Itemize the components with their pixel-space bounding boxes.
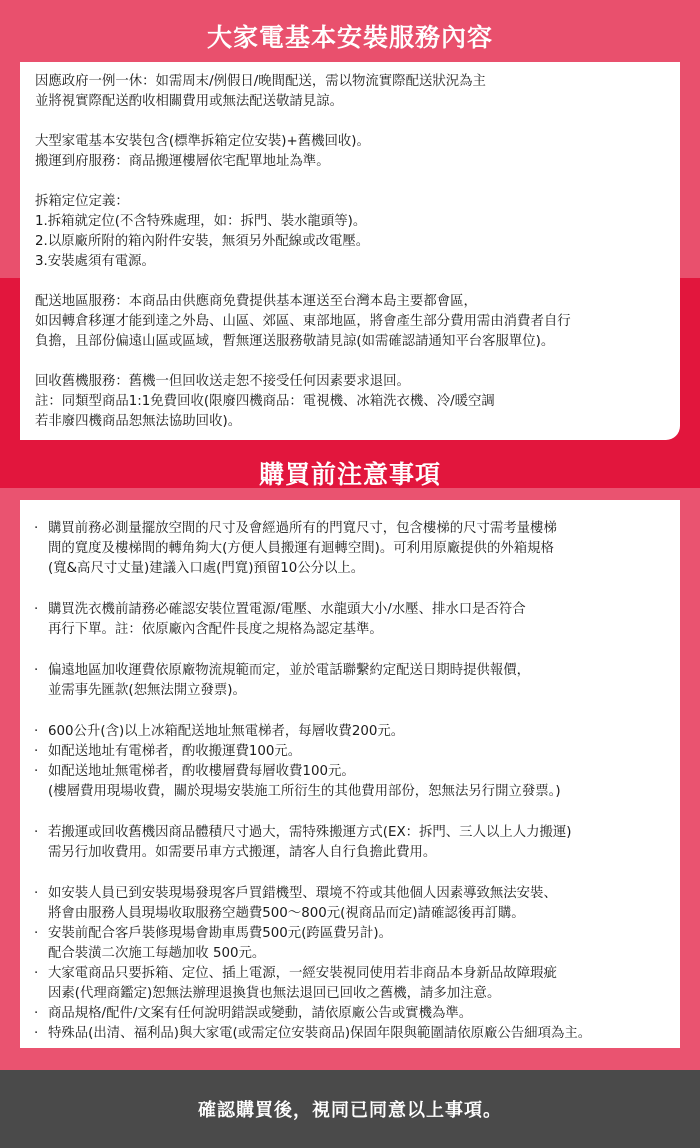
note-group <box>34 884 668 1044</box>
note-text: 如安裝人員已到安裝現場發現客戶買錯機型、環境不符或其他個人因素導致無法安裝、 <box>48 886 557 901</box>
bullet-dot-icon: · <box>34 1006 39 1021</box>
bullet-dot-icon: · <box>34 926 39 941</box>
pre-purchase-notes-title: 購買前注意事項 <box>258 460 441 489</box>
note-item <box>34 762 668 782</box>
service-line: 1.拆箱就定位(不含特殊處理，如：拆門、裝水龍頭等)。 <box>35 214 367 229</box>
note-text: 偏遠地區加收運費依原廠物流規範而定，並於電話聯繫約定配送日期時提供報價， <box>48 663 531 678</box>
pre-purchase-notes-card <box>20 500 680 1048</box>
service-line: 大型家電基本安裝包含(標準拆箱定位安裝)+舊機回收)。 <box>35 134 370 149</box>
service-block <box>35 372 666 432</box>
note-continuation: 配合裝潢二次施工每趟加收 500元。 <box>48 946 266 961</box>
bullet-dot-icon: · <box>34 966 39 981</box>
service-line: 如因轉倉移運才能到達之外島、山區、郊區、東部地區，將會產生部分費用需由消費者自行 <box>35 314 571 329</box>
bullet-dot-icon: · <box>34 724 39 739</box>
note-text: 購買前務必測量擺放空間的尺寸及會經過所有的門寬尺寸，包含樓梯的尺寸需考量樓梯 <box>48 521 557 536</box>
note-item <box>34 964 668 984</box>
bullet-dot-icon: · <box>34 1026 39 1041</box>
service-block <box>35 132 666 172</box>
note-text: 大家電商品只要拆箱、定位、插上電源，一經安裝視同使用若非商品本身新品故障瑕疵 <box>48 966 557 981</box>
note-continuation: 並需事先匯款(恕無法開立發票)。 <box>48 683 246 698</box>
service-block <box>35 192 666 272</box>
note-text: 600公升(含)以上冰箱配送地址無電梯者，每層收費200元。 <box>48 724 405 739</box>
note-group <box>34 519 668 579</box>
bullet-dot-icon: · <box>34 602 39 617</box>
bullet-dot-icon: · <box>34 825 39 840</box>
note-continuation: 因素(代理商鑑定)恕無法辦理退換貨也無法退回已回收之舊機，請多加注意。 <box>48 986 501 1001</box>
service-line: 負擔，且部份偏遠山區或區域，暫無運送服務敬請見諒(如需確認請通知平台客服單位)。 <box>35 334 555 349</box>
bullet-dot-icon: · <box>34 663 39 678</box>
note-group <box>34 823 668 863</box>
bullet-dot-icon: · <box>34 744 39 759</box>
service-line: 並將視實際配送酌收相關費用或無法配送敬請見諒。 <box>35 94 343 109</box>
install-service-card <box>20 62 680 440</box>
note-continuation: 將會由服務人員現場收取服務空趟費500～800元(視商品而定)請確認後再訂購。 <box>48 906 525 921</box>
service-line: 若非廢四機商品恕無法協助回收)。 <box>35 414 242 429</box>
note-group <box>34 722 668 802</box>
note-text: 商品規格/配件/文案有任何說明錯誤或變動，請依原廠公告或實機為準。 <box>48 1006 473 1021</box>
note-item <box>34 742 668 762</box>
note-continuation: 再行下單。註：依原廠內含配件長度之規格為認定基準。 <box>48 622 383 637</box>
footer-confirmation-text: 確認購買後，視同已同意以上事項。 <box>198 1100 502 1121</box>
install-service-title: 大家電基本安裝服務內容 <box>206 23 493 52</box>
note-item <box>34 823 668 843</box>
service-line: 2.以原廠所附的箱內附件安裝，無須另外配線或改電壓。 <box>35 234 370 249</box>
note-item <box>34 600 668 620</box>
bullet-dot-icon: · <box>34 521 39 536</box>
service-line: 回收舊機服務：舊機一但回收送走恕不接受任何因素要求退回。 <box>35 374 410 389</box>
note-item <box>34 924 668 944</box>
service-line: 配送地區服務：本商品由供應商免費提供基本運送至台灣本島主要都會區， <box>35 294 477 309</box>
service-line: 3.安裝處須有電源。 <box>35 254 155 269</box>
bullet-dot-icon: · <box>34 764 39 779</box>
note-continuation: 需另行加收費用。如需要吊車方式搬運，請客人自行負擔此費用。 <box>48 845 437 860</box>
note-text: 購買洗衣機前請務必確認安裝位置電源/電壓、水龍頭大小/水壓、排水口是否符合 <box>48 602 526 617</box>
note-item <box>34 884 668 904</box>
note-item <box>34 722 668 742</box>
note-text: 安裝前配合客戶裝修現場會勘車馬費500元(跨區費另計)。 <box>48 926 392 941</box>
note-item <box>34 661 668 681</box>
service-line: 註：同類型商品1:1免費回收(限廢四機商品：電視機、冰箱洗衣機、冷/暖空調 <box>35 394 495 409</box>
note-text: 如配送地址無電梯者，酌收樓層費每層收費100元。 <box>48 764 355 779</box>
note-continuation: (寬&高尺寸丈量)建議入口處(門寬)預留10公分以上。 <box>48 561 365 576</box>
service-line: 搬運到府服務：商品搬運樓層依宅配單地址為準。 <box>35 154 330 169</box>
note-continuation: (樓層費用現場收費，關於現場安裝施工所衍生的其他費用部份，恕無法另行開立發票。) <box>48 784 561 799</box>
note-item <box>34 1004 668 1024</box>
note-text: 若搬運或回收舊機因商品體積尺寸過大，需特殊搬運方式(EX：拆門、三人以上人力搬運) <box>48 825 572 840</box>
service-block <box>35 72 666 112</box>
service-line: 拆箱定位定義： <box>35 194 129 209</box>
note-item <box>34 1024 668 1044</box>
note-text: 特殊品(出清、福利品)與大家電(或需定位安裝商品)保固年限與範圍請依原廠公告細項為主。 <box>48 1026 592 1041</box>
bullet-dot-icon: · <box>34 886 39 901</box>
note-group <box>34 661 668 701</box>
service-line: 因應政府一例一休：如需周末/例假日/晚間配送，需以物流實際配送狀況為主 <box>35 74 486 89</box>
note-item <box>34 519 668 539</box>
note-group <box>34 600 668 640</box>
service-block <box>35 292 666 352</box>
note-continuation: 間的寬度及樓梯間的轉角夠大(方便人員搬運有迴轉空間)。可利用原廠提供的外箱規格 <box>48 541 554 556</box>
note-text: 如配送地址有電梯者，酌收搬運費100元。 <box>48 744 302 759</box>
